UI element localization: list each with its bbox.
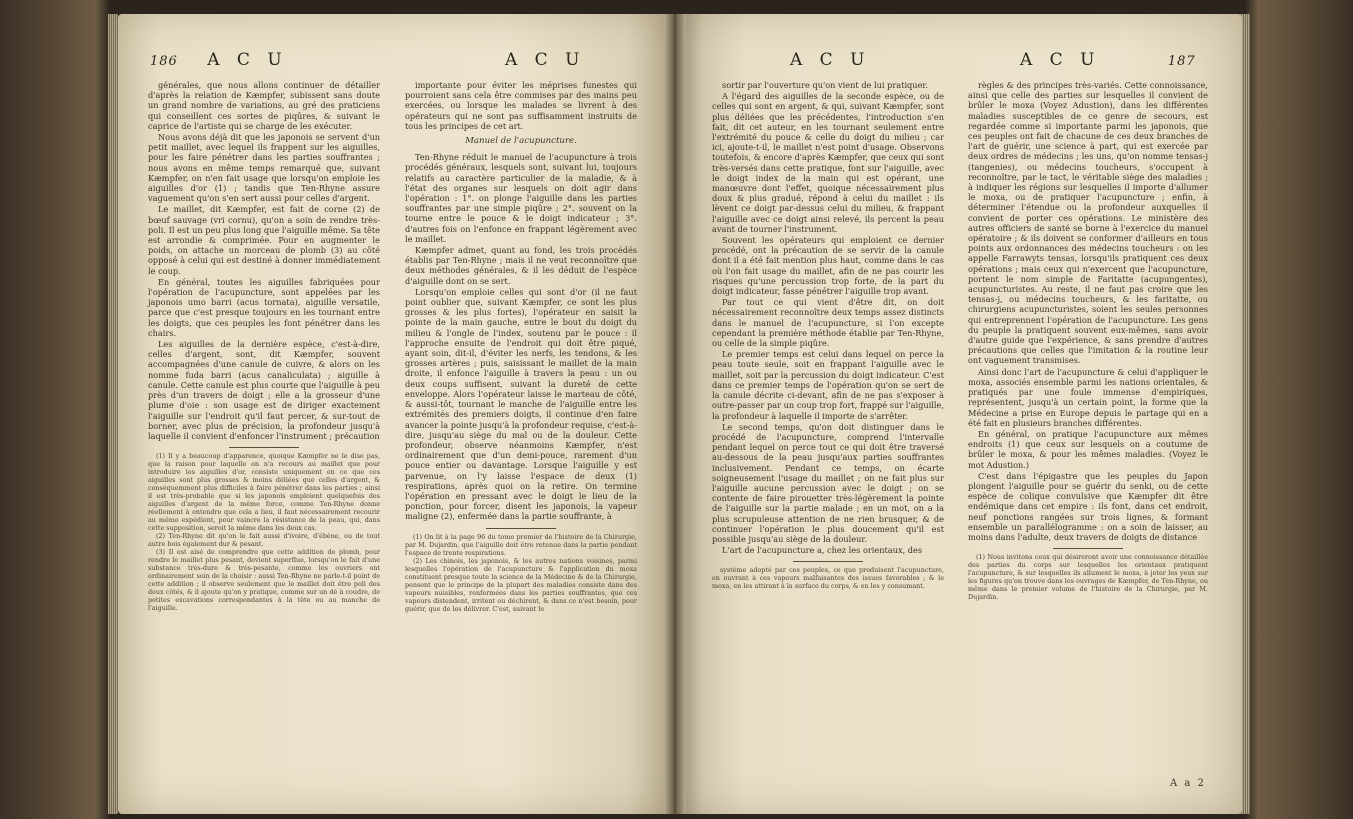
- paragraph: Le second temps, qu'on doit distinguer dans le procédé de l'acupuncture, comprend l'intervalle pendant lequel on perce tout ce qui doit être traversé au-dessous de la peau jusqu'aux parties souffrantes inclusivement. Pendant ce temps, on écarte soigneusement l'usage du maillet ; on ne fait plus sur l'aiguille aucune percussion avec le doigt ; on se contente de faire pirouetter très-légèrement la pointe de l'aiguille sur la partie malade ; en un mot, on a la plus scrupuleuse attention de ne rien brusquer, & de continuer l'opération le plus doucement qu'il est possible jusqu'au siège de la douleur.: [712, 421, 944, 544]
- column-4: [968, 80, 1208, 601]
- footnote: (2) Les chinois, les japonois, & les autres nations voisines, parmi lesquelles l'opération de l'acupuncture & l'application du moxa constituent presque toute la science de la Médecine & de la Chirurgie, pensent que le principe de la plupart des maladies consiste dans des vapeurs nuisibles, renfermées dans les parties souffrantes, que ces vapeurs distendent, irritent ou déchirent, & dans ce n'est besoin, pour guérir, que de les délivrer. C'est, suivant le: [405, 556, 637, 613]
- footnote: (1) Nous invitons ceux qui désireront avoir une connoissance détaillée des parties du corps sur lesquelles les orientaux pratiquent l'acupuncture, & sur lesquelles ils allument le moxa, à jeter les yeux sur les figures qu'on trouve dans les ouvrages de Kæmpfer, de Ten-Rhyne, ou même dans le premier volume de l'histoire de la Chirurgie, par M. Dujardin.: [968, 553, 1208, 602]
- right-running-head-2: A C U: [1020, 50, 1101, 70]
- paragraph: En général, toutes les aiguilles fabriquées pour l'opération de l'acupuncture, sont appelées par les japonois umo barri (acus tornata), aiguille versatile, parce que c'est presque toujours en les tournant entre les doigts, que ces peuples les font pénétrer dans les chairs.: [148, 276, 380, 338]
- page-edges-left: [108, 14, 118, 814]
- footnote: (1) On lit à la page 96 du tome premier de l'histoire de la Chirurgie, par M. Dujardin, que l'aiguille doit être retenue dans la partie pendant l'espace de trente respirations.: [405, 532, 637, 557]
- footnote-rule: [793, 561, 863, 562]
- book-gutter: [664, 14, 686, 814]
- footnote: (1) Il y a beaucoup d'apparence, quoique Kæmpfer ne le dise pas, que la raison pour laquelle on n'a recours au maillet que pour introduire les aiguilles d'or, consiste uniquement en ce que ces aiguilles sont plus grosses & moins déliées que celles d'argent, & conséquemment plus difficiles à faire pénétrer dans les parties ; ainsi il est très-probable que si les japonois emploient quelquefois des aiguilles d'argent de la même force, comme Ten-Rhyne donne réellement à entendre que cela a lieu, il faut nécessairement recourir au même expédient, pour vaincre la résistance de la peau, qui, dans cette supposition, seroit la même dans les deux cas.: [148, 452, 380, 533]
- paragraph: Souvent les opérateurs qui emploient ce dernier procédé, ont la précaution de se servir de la canule dont il a été fait mention plus haut, comme dans le cas où l'on fait usage du maillet, afin de ne pas courir les risques qu'une percussion trop forte, de la part du doigt indicateur, fasse pénétrer l'aiguille trop avant.: [712, 235, 944, 297]
- footnotes: [712, 566, 944, 590]
- paragraph: Ten-Rhyne réduit le manuel de l'acupuncture à trois procédés généraux, lesquels sont, suivant lui, toujours relatifs au caractère particulier de la maladie, & à l'état des organes sur lesquels on doit agir dans l'opération : 1°. on plonge l'aiguille dans les parties souffrantes par une simple piqûre ; 2°. souvent on la tourne entre le pouce & le doigt indicateur ; 3°. d'autres fois on l'enfonce en frappant légèrement avec le maillet.: [405, 152, 637, 244]
- footnotes: [968, 553, 1208, 601]
- paragraph: A l'égard des aiguilles de la seconde espèce, ou de celles qui sont en argent, & qui, suivant Kæmpfer, sont plus déliées que les précédentes, l'introduction s'en fait, dit cet auteur, en les tournant seulement entre l'extrémité du pouce & celle du doigt du milieu ; car ici, ajoute-t-il, le maillet n'est point d'usage. Observons toutefois, & encore d'après Kæmpfer, que ceux qui sont très-versés dans cette pratique, font sur l'aiguille, avec le doigt index de la main qui est opérant, une manœuvre dont l'effet, quoique nécessairement plus doux & plus gradué, répond à celui du maillet : ils lèvent ce doigt par-dessus celui du milieu, & frappant l'aiguille avec ce doigt ainsi relevé, ils percent la peau avant de tourner l'instrument.: [712, 91, 944, 234]
- paragraph: générales, que nous allons continuer de détailler d'après la relation de Kæmpfer, subissent sans doute un grand nombre de variations, au gré des praticiens qui conseillent ces sortes de piqûres, & suivant le caprice de l'artiste qui se charge de les exécuter.: [148, 80, 380, 131]
- signature-mark: A a 2: [1170, 778, 1206, 789]
- paragraph: importante pour éviter les méprises funestes qui pourroient sans cela être commises par des mains peu exercées, ou lorsque les malades se livrent à des opérateurs qui ne sont pas suffisamment instruits de tous les principes de cet art.: [405, 80, 637, 131]
- left-running-head-2: A C U: [505, 50, 586, 70]
- column-1: [148, 80, 380, 612]
- footnote: (2) Ten-Rhyne dit qu'on le fait aussi d'ivoire, d'ébène, ou de tout autre bois également dur & pesant.: [148, 532, 380, 549]
- paragraph: Nous avons déjà dit que les japonois se servent d'un petit maillet, avec lequel ils frappent sur les aiguilles, pour les faire pénétrer dans les parties souffrantes ; nous avons en même temps remarqué que, suivant Kæmpfer, on n'en fait usage que lorsqu'on emploie les aiguilles d'or (1) ; tandis que Ten-Rhyne assure vaguement qu'on s'en sert aussi pour celles d'argent.: [148, 132, 380, 204]
- column-3: [712, 80, 944, 590]
- paragraph: Ainsi donc l'art de l'acupuncture & celui d'appliquer le moxa, associés ensemble parmi les nations orientales, & pratiqués par une foule immense d'empiriques, représentent, jusqu'à un certain point, la forme que la Médecine a prise en Europe depuis le partage qui en a été fait en plusieurs branches différentes.: [968, 366, 1208, 428]
- paragraph: C'est dans l'épigastre que les peuples du Japon plongent l'aiguille pour se guérir du senki, ou de cette espèce de colique convulsive que Kæmpfer dit être endémique dans cet empire : ils font, dans cet endroit, neuf ponctions rangées sur trois lignes, & formant ensemble un parallélogramme : on a soin de laisser, au moins dans l'adulte, deux travers de doigts de distance: [968, 470, 1208, 542]
- footnote-rule: [1053, 548, 1123, 549]
- left-page-header: [150, 50, 288, 70]
- paragraph: Les aiguilles de la dernière espèce, c'est-à-dire, celles d'argent, sont, dit Kæmpfer, souvent accompagnées d'une canule de cuivre, & alors on les nomme fuda barri (acus canaliculata) ; aiguille à canule. Cette canule est plus courte que l'aiguille à peu près d'un travers de doigt ; elle a la grosseur d'une plume d'oie : son usage est de diriger exactement l'aiguille sur l'endroit qu'il faut percer, & sur-tout de borner, avec plus de précision, la profondeur jusqu'à laquelle il convient d'enfoncer l'instrument ; précaution: [148, 339, 380, 441]
- paragraph: En général, on pratique l'acupuncture aux mêmes endroits (1) que ceux sur lesquels on a coutume de brûler le moxa, & pour les mêmes maladies. (Voyez le mot Adustion.): [968, 428, 1208, 470]
- footnotes: [148, 452, 380, 612]
- right-page-number: 187: [1167, 54, 1196, 69]
- paragraph: sortir par l'ouverture qu'on vient de lui pratiquer.: [722, 80, 929, 90]
- left-page-number: 186: [150, 54, 178, 69]
- paragraph: Le premier temps est celui dans lequel on perce la peau toute seule, soit en frappant l'aiguille avec le maillet, soit par la percussion du doigt indicateur. C'est dans ce premier temps de l'opération qu'on se sert de la canule décrite ci-devant, afin de ne pas s'exposer à outre-passer par un coup trop fort, frappé sur l'aiguille, la profondeur à laquelle il importe de s'arrêter.: [712, 349, 944, 421]
- right-running-head-1: A C U: [790, 50, 871, 70]
- footnote: système adopté par ces peuples, ce que produisent l'acupuncture, en ouvrant à ces vapeurs malfaisantes des issues favorables ; & le moxa, en les attirant à la surface du corps, & en les y consumant.: [712, 566, 944, 591]
- paragraph: Kæmpfer admet, quant au fond, les trois procédés établis par Ten-Rhyne ; mais il ne veut reconnoître que deux méthodes générales, & il les déduit de l'espèce d'aiguille dont on se sert.: [405, 245, 637, 286]
- paragraph: L'art de l'acupuncture a, chez les orientaux, des: [722, 545, 923, 556]
- paragraph: Le maillet, dit Kæmpfer, est fait de corne (2) de bœuf sauvage (vri cornu), qu'on a soin de rendre très-poli. Il est un peu plus long que l'aiguille même. Sa tête est arrondie & comprimée. Pour en augmenter le poids, on attache un morceau de plomb (3) au côté opposé à celui qui est destiné à donner immédiatement le coup.: [148, 204, 380, 276]
- paragraph: Lorsqu'on emploie celles qui sont d'or (il ne faut point oublier que, suivant Kæmpfer, ce sont les plus grosses & les plus fortes), l'opérateur en saisit la pointe de la main gauche, entre le bout du doigt du milieu & l'ongle de l'index, soutenu par le pouce : il l'approche ensuite de l'endroit qui doit être piqué, ayant soin, dit-il, d'éviter les nerfs, les tendons, & les grosses artères ; puis, saisissant le maillet de la main droite, il enfonce l'aiguille à travers la peau : un ou deux coups suffisent, suivant la dureté de cette enveloppe. Alors l'opérateur laisse le marteau de côté, & aussi-tôt, tournant le manche de l'aiguille entre les extrémités des premiers doigts, il continue d'en faire avancer la pointe jusqu'à la profondeur requise, c'est-à-dire, jusqu'au siège du mal ou de la douleur. Cette profondeur, observe néanmoins Kæmpfer, n'est ordinairement que d'un demi-pouce, rarement d'un pouce entier ou davantage. Lorsque l'aiguille y est parvenue, on l'y laisse l'espace de deux (1) respirations, après quoi on la retire. On termine l'opération en pressant avec le doigt le lieu de la ponction, pour forcer, disent les japonois, la vapeur maligne (2), enfermée dans la partie souffrante, à: [405, 286, 637, 522]
- column-2: [405, 80, 637, 613]
- footnote-rule: [486, 528, 556, 529]
- footnote: (3) Il est aisé de comprendre que cette addition de plomb, pour rendre le maillet plus pesant, devient superflue, lorsqu'on le fait d'une substance très-dure & très-pesante, comme les ouvriers ont ordinairement soin de la choisir : aussi Ten-Rhyne ne parle-t-il point de cette addition ; il observe seulement que le maillet doit être poli des deux côtés, & il ajoute qu'on y pratique, comme sur un dé à coudre, de petites excavations correspondantes à la tête ou au manche de l'aiguille.: [148, 548, 380, 613]
- section-title: Manuel de l'acupuncture.: [465, 136, 577, 147]
- footnotes: [405, 533, 637, 613]
- left-running-head-1: A C U: [207, 50, 288, 70]
- right-page-header: [1020, 50, 1196, 70]
- paragraph: règles & des principes très-variés. Cette connoissance, ainsi que celle des parties sur lesquelles il convient de brûler le moxa (Voyez Adustion), dans les différentes maladies susceptibles de ce genre de secours, est regardée comme si importante parmi les japonois, que ces peuples ont fait de chacune de ces deux branches de l'art de guérir, une science à part, qui est exercée par deux ordres de médecins ; les uns, qu'on nomme tensas-j (tangenies), ou médecins toucheurs, s'occupent à reconnoître, par le tact, le véritable siège des maladies ; à indiquer les régions sur lesquelles il importe d'allumer le moxa, ou de pratiquer l'acupuncture ; enfin, à déterminer l'étendue ou la profondeur auxquelles il convient de porter ces opérations. Le ministère des autres officiers de santé se borne à l'exercice du manuel opératoire ; & ils doivent se conformer d'ailleurs en tous points aux ordonnances des médecins toucheurs : on les appelle Farrawyts tensas, lorsqu'ils pratiquent ces deux opérations ; mais ceux qui n'exercent que l'acupuncture, portent le nom simple de Faritatte (acupungentes), acupuncturistes. Au reste, il ne faut pas croire que les tensas-j, ou médecins toucheurs, & les faritatte, ou chirurgiens acupuncturistes, soient les seules personnes qui entreprennent l'opération de l'acupuncture. Les gens du peuple la pratiquent souvent eux-mêmes, sans avoir d'autre guide que l'expérience, & sans prendre d'autres précautions que celles que l'imitation & la routine leur ont vaguement transmises.: [968, 80, 1208, 366]
- paragraph: Par tout ce qui vient d'être dit, on doit nécessairement reconnoître deux temps assez distincts dans le manuel de l'acupuncture, si l'on excepte cependant la première méthode établie par Ten-Rhyne, ou celle de la simple piqûre.: [712, 297, 944, 349]
- footnote-rule: [229, 447, 299, 448]
